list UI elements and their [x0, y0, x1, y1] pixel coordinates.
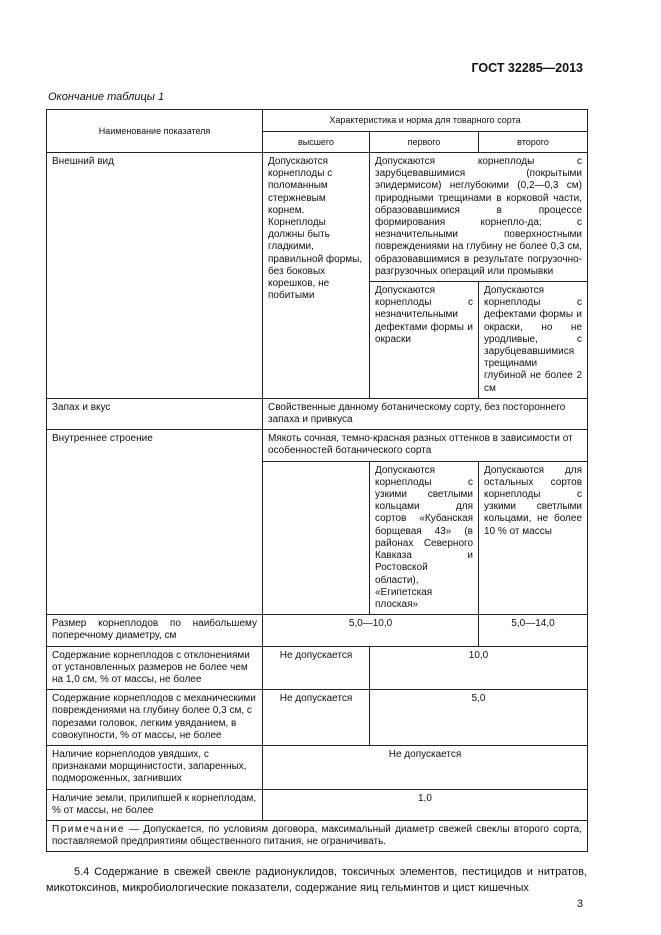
cell-top: Не допускается [263, 690, 370, 746]
row-name: Запах и вкус [47, 398, 263, 429]
quality-table [46, 109, 588, 852]
document-header: ГОСТ 32285—2013 [471, 61, 583, 75]
cell-top: Не допускается [263, 646, 370, 690]
row-name: Внутреннее строение [47, 430, 263, 615]
note-label: Примечание [52, 823, 125, 835]
table-row [47, 615, 588, 646]
row-name: Внешний вид [47, 153, 263, 399]
row-name: Наличие корнеплодов увядших, с признаками морщинистости, запаренных, подмороженных, загнивших [47, 745, 263, 789]
table-row [47, 789, 588, 820]
section-paragraph: 5.4 Содержание в свежей свекле радионуклидов, токсичных элементов, пестицидов и нитратов, микотоксинов, микробиологические показатели, содержание яиц гельминтов и цист кишечных [46, 866, 587, 894]
cell-second: 5,0—14,0 [479, 615, 588, 646]
table-note-row [47, 820, 588, 851]
header-grade-group: Характеристика и норма для товарного сорта [263, 110, 588, 132]
table-row [47, 153, 588, 282]
cell-second: Допускаются корнеплоды с дефектами формы и окраски, но не уродливые, с зарубцевавшимися трещинами глубиной не более 2 см [479, 282, 588, 399]
table-caption: Окончание таблицы 1 [48, 91, 165, 103]
cell-value: 1,0 [263, 789, 588, 820]
table-header-row [47, 110, 588, 132]
table-row [47, 745, 588, 789]
row-name: Наличие земли, прилипшей к корнеплодам, % от массы, не более [47, 789, 263, 820]
cell-first: Допускаются корнеплоды с незначительными дефектами формы и окраски [370, 282, 479, 399]
cell-top-empty [263, 461, 370, 614]
table-row [47, 646, 588, 690]
cell-first: Допускаются корнеплоды с узкими светлыми кольцами для сортов «Кубанская борщевая 43» (в районах Северного Кавказа и Ростовской области), «Египетская плоская» [370, 461, 479, 614]
header-first-grade: первого [370, 132, 479, 153]
cell-top: Допускаются корнеплоды с поломанным стержневым корнем. Корнеплоды должны быть гладкими, правильной формы, без боковых корешков, не побитыми [263, 153, 370, 399]
table-row [47, 690, 588, 746]
cell-value: Не допускается [263, 745, 588, 789]
note-text: — Допускается, по условиям договора, максимальный диаметр свежей свеклы второго сорта, поставляемой предприятиям общественного питания, не ограничивать. [52, 823, 583, 848]
header-indicator: Наименование показателя [47, 110, 263, 153]
table-row [47, 398, 588, 429]
row-name: Содержание корнеплодов с отклонениями от установленных размеров не более чем на 1,0 см, % от массы, не более [47, 646, 263, 690]
cell-first-second: Допускаются корнеплоды с зарубцевавшимися (покрытыми эпидермисом) неглубокими (0,2—0,3 см) природными трещинами в корковой части, образовавшимися в процессе формирования корнепло-да; с незначительными поверхностными повреждениями на глубину не более 0,3 см, образовавшимися в результате погрузочно-разгрузочных операций или промывки [370, 153, 588, 282]
header-second-grade: второго [479, 132, 588, 153]
page-number: 3 [576, 898, 583, 910]
cell-second: Допускаются для остальных сортов корнеплоды с узкими светлыми кольцами, не более 10 % от массы [479, 461, 588, 614]
table-note [47, 820, 588, 851]
cell-value: Мякоть сочная, темно-красная разных оттенков в зависимости от особенностей ботанического сорта [263, 430, 588, 461]
row-name: Размер корнеплодов по наибольшему поперечному диаметру, см [47, 615, 263, 646]
row-name: Содержание корнеплодов с механическими повреждениями на глубину более 0,3 см, с порезами головок, легким увяданием, в совокупности, % от массы, не более [47, 690, 263, 746]
header-top-grade: высшего [263, 132, 370, 153]
table-row [47, 430, 588, 461]
cell-first-second: 5,0 [370, 690, 588, 746]
cell-top-first: 5,0—10,0 [263, 615, 479, 646]
cell-value: Свойственные данному ботаническому сорту, без постороннего запаха и привкуса [263, 398, 588, 429]
cell-first-second: 10,0 [370, 646, 588, 690]
